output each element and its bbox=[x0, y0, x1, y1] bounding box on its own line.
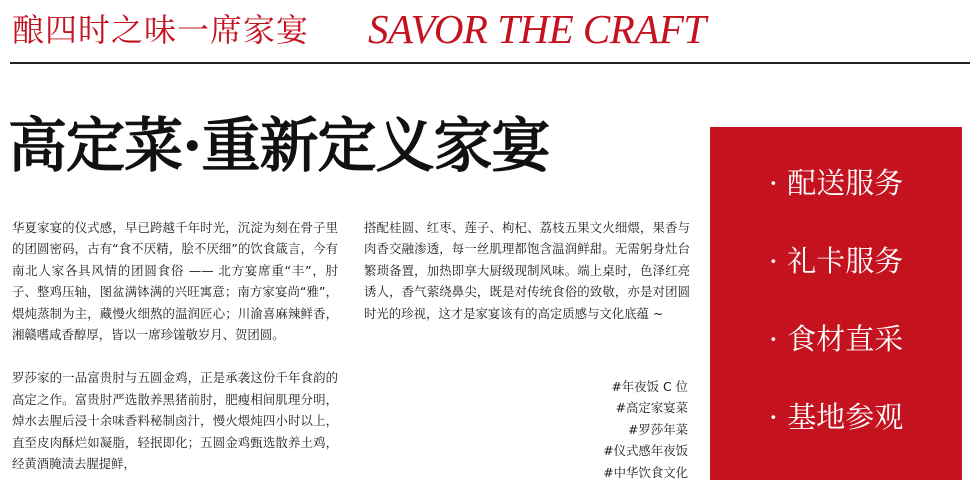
service-base-visit: · 基地参观 bbox=[768, 400, 904, 434]
hashtag: #年夜饭 C 位 bbox=[611, 379, 688, 394]
header-divider bbox=[10, 62, 970, 64]
services-panel bbox=[710, 127, 962, 480]
hashtag: #中华饮食文化 bbox=[603, 464, 688, 480]
article-column-left bbox=[12, 217, 338, 474]
article-paragraph: 搭配桂圆、红枣、莲子、枸杞、荔枝五果文火细煨，果香与肉香交融渗透，每一丝肌理都饱含温润鲜甜。无需躬身灶台繁琐备置，加热即享大厨级现制风味。端上桌时，色泽红亮诱人，香气萦绕鼻尖，既是对传统食俗的致敬，亦是对团圆时光的珍视，这才是家宴该有的高定质感与文化底蕴 ~ bbox=[364, 220, 690, 321]
service-delivery: · 配送服务 bbox=[768, 166, 904, 200]
service-gift-card: · 礼卡服务 bbox=[768, 244, 904, 278]
header-title-en: SAVOR THE CRAFT bbox=[368, 6, 706, 52]
hashtag-list bbox=[560, 376, 688, 483]
hashtag: #高定家宴菜 bbox=[615, 400, 688, 416]
article-paragraph: 华夏家宴的仪式感，早已跨越千年时光，沉淀为刻在骨子里的团圆密码，古有“食不厌精，脍不厌细”的饮食箴言，今有南北人家各具风情的团圆食俗 —— 北方宴席重“丰”，肘子、整鸡压轴，图盆满钵满的兴旺寓意；南方家宴尚“雅”，煨炖蒸制为主，藏慢火细熬的温润匠心；川渝喜麻辣鲜香，湘赣嗜咸香醇厚，皆以一席珍馐敬岁月、贺团圆。 bbox=[12, 220, 338, 343]
headline: 高定菜·重新定义家宴 bbox=[8, 111, 550, 180]
hashtag: #罗莎年菜 bbox=[628, 421, 688, 437]
service-direct-sourcing: · 食材直采 bbox=[768, 322, 904, 356]
article-column-right bbox=[364, 217, 690, 324]
header-title-cn: 酿四时之味一席家宴 bbox=[12, 11, 310, 49]
hashtag: #仪式感年夜饭 bbox=[603, 443, 688, 459]
article-paragraph: 罗莎家的一品富贵肘与五圆金鸡，正是承袭这份千年食韵的高定之作。富贵肘严选散养黑猪前肘，肥瘦相间肌理分明，焯水去腥后浸十余味香料秘制卤汁，慢火煨炖四小时以上，直至皮肉酥烂如凝脂，轻抿即化；五圆金鸡甄选散养土鸡，经黄酒腌渍去腥提鲜， bbox=[12, 370, 338, 472]
